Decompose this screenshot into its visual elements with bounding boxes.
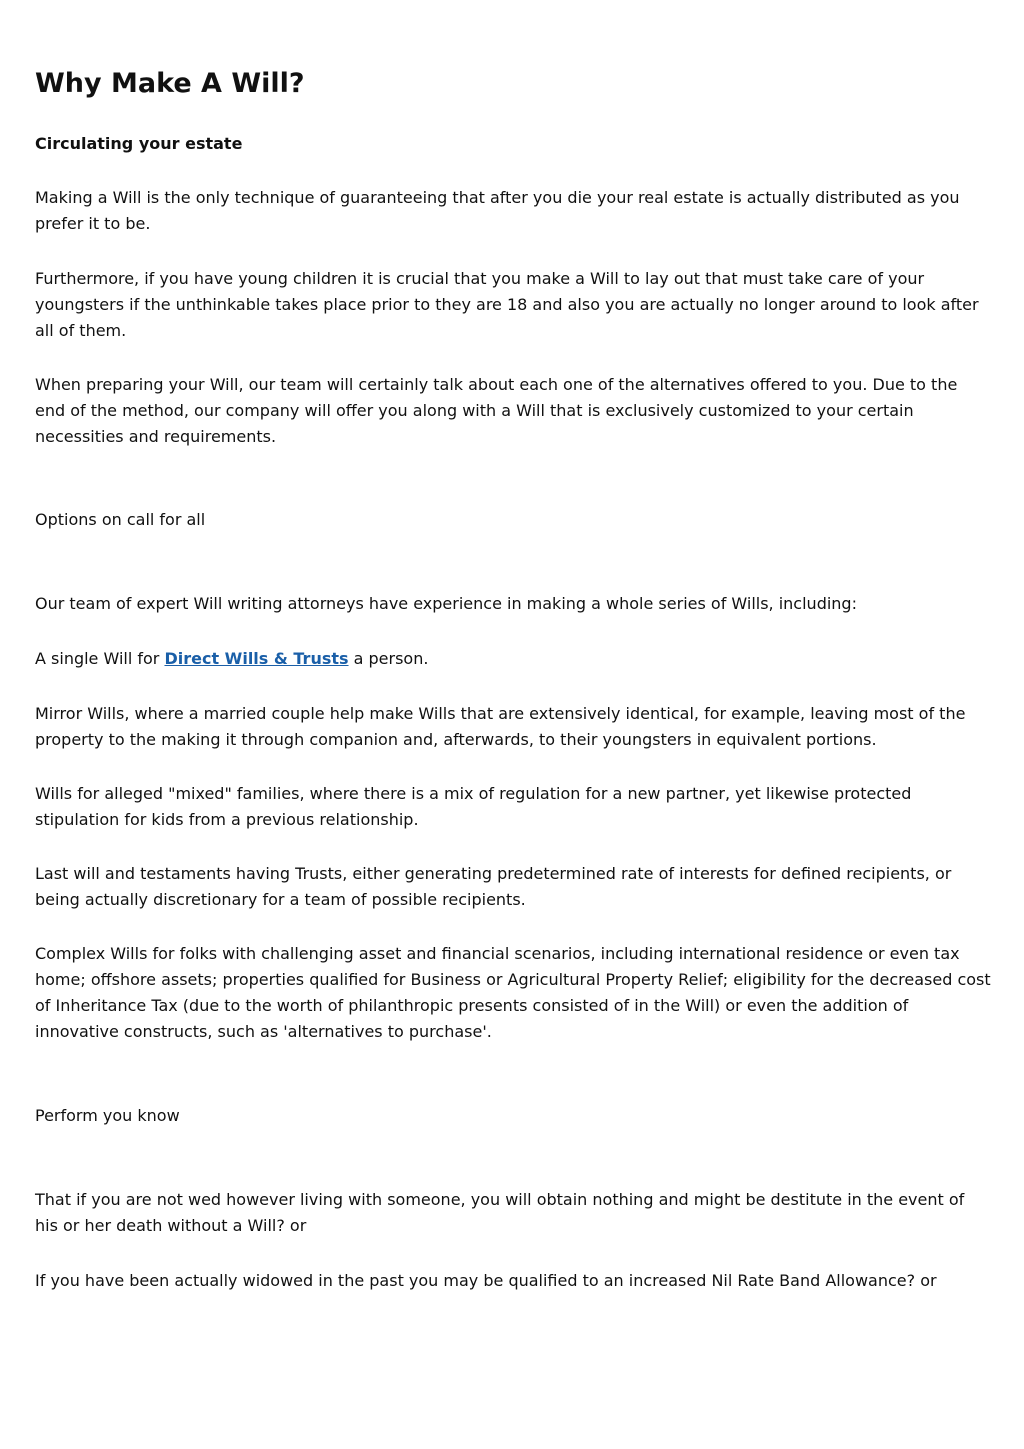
paragraph-not-wed: That if you are not wed however living with someone, you will obtain nothing and might be destitute in the event of his or her death without a Will? or	[35, 1190, 965, 1235]
direct-wills-trusts-link[interactable]: Direct Wills & Trusts	[164, 649, 349, 668]
paragraph-perform-you-know: Perform you know	[35, 1106, 180, 1125]
paragraph-complex-wills: Complex Wills for folks with challenging asset and financial scenarios, including international residence or even tax home; offshore assets; properties qualified for Business or Agricultural Property Relief; eligibility for the decreased cost of Inheritance Tax (due to the worth of philanthropic presents consisted of in the Will) or even the addition of innovative constructs, such as 'alternatives to purchase'.	[35, 944, 991, 1041]
single-will-text-after: a person.	[348, 649, 429, 668]
paragraph-options-heading: Options on call for all	[35, 510, 206, 529]
paragraph-mixed-families: Wills for alleged "mixed" families, where there is a mix of regulation for a new partner, yet likewise protected stipulation for kids from a previous relationship.	[35, 784, 912, 829]
paragraph-estate-distribution: Making a Will is the only technique of guaranteeing that after you die your real estate is actually distributed as you prefer it to be.	[35, 188, 960, 233]
paragraph-expert-attorneys: Our team of expert Will writing attorneys have experience in making a whole series of Wills, including:	[35, 594, 857, 613]
paragraph-mirror-wills: Mirror Wills, where a married couple help make Wills that are extensively identical, for example, leaving most of the property to the making it through companion and, afterwards, to their youngsters in equivalent portions.	[35, 704, 966, 749]
page-title: Why Make A Will?	[35, 68, 305, 99]
single-will-text-before: A single Will for	[35, 649, 165, 668]
section-subheading: Circulating your estate	[35, 134, 243, 153]
paragraph-single-will	[35, 646, 991, 672]
paragraph-widowed: If you have been actually widowed in the past you may be qualified to an increased Nil Rate Band Allowance? or	[35, 1271, 937, 1290]
paragraph-trusts: Last will and testaments having Trusts, either generating predetermined rate of interests for defined recipients, or being actually discretionary for a team of possible recipients.	[35, 864, 952, 909]
paragraph-young-children: Furthermore, if you have young children it is crucial that you make a Will to lay out that must take care of your youngsters if the unthinkable takes place prior to they are 18 and also you are actually no longer around to look after all of them.	[35, 269, 979, 340]
paragraph-preparing-will: When preparing your Will, our team will certainly talk about each one of the alternatives offered to you. Due to the end of the method, our company will offer you along with a Will that is exclusively customized to your certain necessities and requirements.	[35, 375, 958, 446]
